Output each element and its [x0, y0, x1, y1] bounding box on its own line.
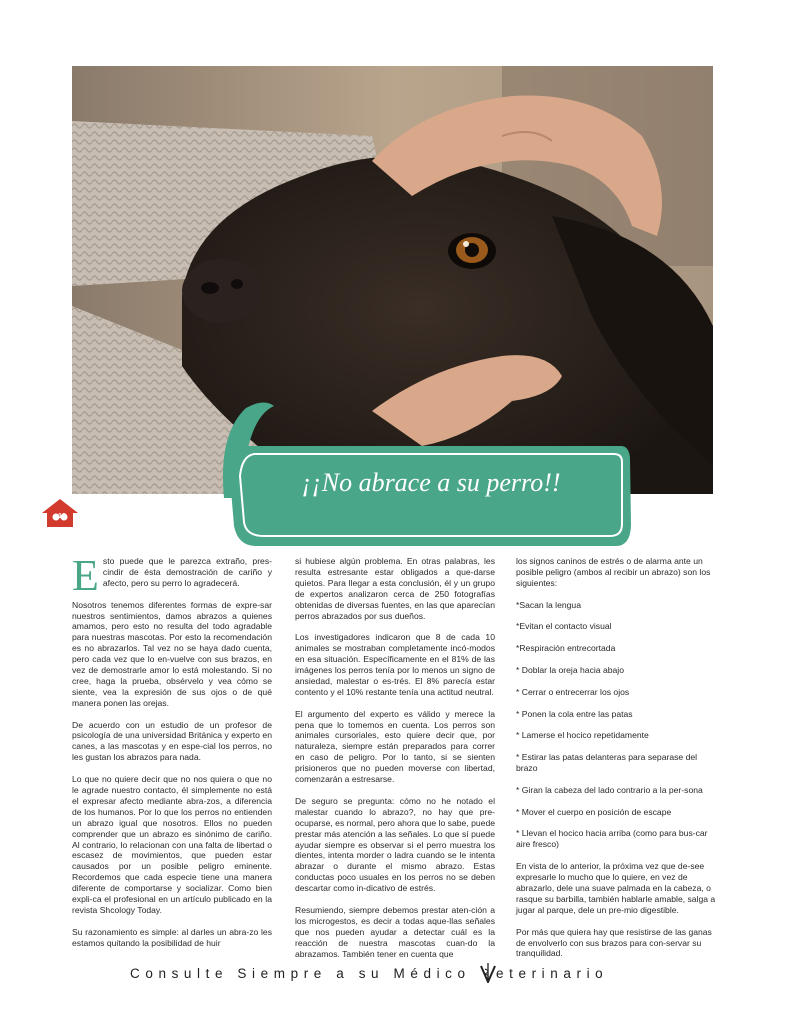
stress-sign: * Ponen la cola entre las patas — [516, 708, 633, 719]
drop-cap: E — [72, 551, 99, 600]
footer-tagline — [130, 963, 690, 983]
paragraph: El argumento del experto es válido y merece la pena que lo tomemos en cuenta. Los perros son animales cursoriales, esto quiere decir que, por naturaleza, siempre están preparados para correr en caso de peligro. Por lo tanto, si se sienten prisioneros que no pueden moverse con libertad, comenzarán a estresarse. — [295, 708, 495, 785]
article-column-1 — [72, 551, 272, 959]
stress-sign: * Doblar la oreja hacia abajo — [516, 665, 624, 675]
stress-sign: * Giran la cabeza del lado contrario a la per-sona — [516, 784, 703, 795]
paragraph: Resumiendo, siempre debemos prestar aten-ción a los microgestos, es decir a todas aque-llas señales que nos pueden ayudar a detectar cuál es la reacción de nuestra mascotas cuan-do la abrazamos. También tener en cuenta que — [295, 904, 495, 959]
footer-text-before: Consulte Siempre a su Médico — [130, 966, 480, 981]
page-number: 12 — [58, 513, 66, 520]
paragraph: De acuerdo con un estudio de un profesor de psicología de una universidad Británica y experto en canes, a las mascotas y en espe-cial los perros, no les gustan los abrazos para nada. — [72, 719, 272, 763]
paragraph: En vista de lo anterior, la próxima vez que de-see expresarle lo mucho que lo quiere, en vez de abrazarlo, dele una suave palmada en la cabeza, o rasque su barbilla, también hablarle amable, salga a jugar al parque, dele un pre-mio digestible. — [516, 861, 716, 915]
paragraph: Lo que no quiere decir que no nos quiera o que no le agrade nuestro contacto, él simplemente no está el expresar afecto mediante abra-zos, a diferencia de los humanos. Por lo que los perros no entienden un abrazo igual que nosotros. Ellos no pueden comprender que un abrazo es sinónimo de cariño. Al contrario, lo relacionan con una falta de libertad o escasez de movimientos, que pueden estar causados por un posible peligro eminente. Recordemos que cada especie tiene una manera diferente de comportarse y socializar. Como bien expli-ca el profesional en un artículo publicado en la revista Shcology Today. — [72, 774, 272, 915]
stress-sign: *Evitan el contacto visual — [516, 621, 612, 632]
stress-sign: * Mover el cuerpo en posición de escape — [516, 806, 672, 817]
footer-text-after: eterinario — [496, 966, 609, 981]
stress-sign: *Respiración entrecortada — [516, 643, 616, 654]
paragraph: Por más que quiera hay que resistirse de las ganas de envolverlo con sus brazos para con-servar su tranquilidad. — [516, 926, 712, 959]
paragraph: los signos caninos de estrés o de alarma ante un posible peligro (ambos al recibir un abrazo) son los siguientes: — [516, 556, 711, 588]
article-title: ¡¡No abrace a su perro!! — [301, 468, 561, 497]
paragraph: De seguro se pregunta: cómo no he notado el malestar cuando lo abrazo?, no hay que pre-ocuparse, es normal, pero ahora que lo sabe, puede prestar más atención a las señales. Lo que sí puede ayudar siempre es observar si el perro muestra los dientes, intenta morder o ladra cuando se le intenta abrazar o durante el mismo abrazo. Estas conductas poco usuales en los perros no se deben descartar como in-dicativo de estrés. — [295, 795, 495, 894]
paragraph: si hubiese algún problema. En otras palabras, les resulta estresante estar obligados a que-darse quietos. Para llegar a esta conclusión, él y un grupo de expertos analizaron cerca de 250 fotografías obtenidas de diversas fuentes, en las que aparecían perros abrazados por sus dueños. — [295, 556, 495, 621]
paragraph: Los investigadores indicaron que 8 de cada 10 animales se mostraban completamente incó-modos en esa situación. Específicamente en el 81% de las imágenes los perros tenía por lo menos un signo de ansiedad, malestar o es-trés. El 8% parecía estar contento y el 10% restante tenía una actitud neutral. — [295, 632, 495, 697]
caduceus-icon — [480, 963, 496, 983]
paragraph: Esto puede que le parezca extraño, pres-cindir de ésta demostración de cariño y afecto, pero su perro lo agradecerá. — [72, 551, 272, 600]
stress-sign: * Lamerse el hocico repetidamente — [516, 730, 649, 741]
stress-sign: *Sacan la lengua — [516, 599, 581, 610]
paragraph: Nosotros tenemos diferentes formas de expre-sar nuestros sentimientos, damos abrazos a quienes amamos, pero esto no resulta del todo agradable para nuestras mascotas. Por esto la recomendación es no abrazarlos. Tal vez no se haya dado cuenta, pero cada vez que lo en-vuelve con sus brazos, en vez de demostrarle amor lo está molestando. Si no cree, haga la prueba, obsérvelo y vea cómo se siente, vea la expresión de sus ojos o de qué manera ponen las orejas. — [72, 599, 272, 708]
stress-sign: * Cerrar o entrecerrar los ojos — [516, 686, 630, 697]
article-column-2 — [295, 556, 495, 970]
stress-sign: * Llevan el hocico hacia arriba (como para bus-car aire fresco) — [516, 828, 708, 850]
stress-sign: * Estirar las patas delanteras para separase del brazo — [516, 752, 698, 774]
title-banner — [216, 398, 631, 548]
article-column-3 — [516, 556, 716, 970]
paragraph: Su razonamiento es simple: al darles un abra-zo les estamos quitando la posibilidad de huir — [72, 926, 272, 948]
